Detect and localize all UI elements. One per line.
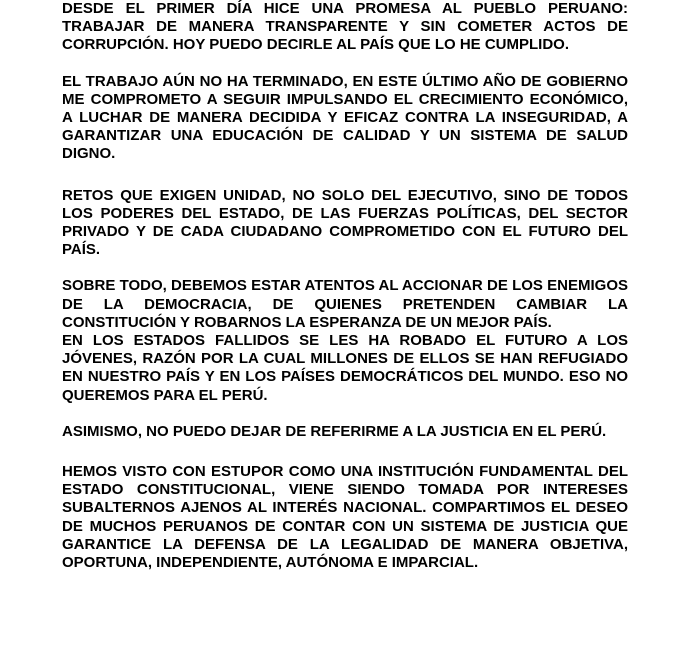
paragraph-failed-states: EN LOS ESTADOS FALLIDOS SE LES HA ROBADO EL FUTURO A LOS JÓVENES, RAZÓN POR LA CUAL MILLONES DE ELLOS SE HAN REFUGIADO EN NUESTRO PAÍS Y EN LOS PAÍSES DEMOCRÁTICOS DEL MUNDO. ESO NO QUEREMOS PARA EL PERÚ. (62, 332, 628, 404)
paragraph-spacer (62, 405, 628, 423)
paragraph-spacer (62, 441, 628, 463)
paragraph-spacer (62, 164, 628, 187)
paragraph-commitment: EL TRABAJO AÚN NO HA TERMINADO, EN ESTE ÚLTIMO AÑO DE GOBIERNO ME COMPROMETO A SEGUIR IMPULSANDO EL CRECIMIENTO ECONÓMICO, A LUCHAR DE MANERA DECIDIDA Y EFICAZ CONTRA LA INSEGURIDAD, A GARANTIZAR UNA EDUCACIÓN DE CALIDAD Y UN SISTEMA DE SALUD DIGNO. (62, 72, 628, 163)
paragraph-democracy-enemies: SOBRE TODO, DEBEMOS ESTAR ATENTOS AL ACCIONAR DE LOS ENEMIGOS DE LA DEMOCRACIA, DE QUIENES PRETENDEN CAMBIAR LA CONSTITUCIÓN Y ROBARNOS LA ESPERANZA DE UN MEJOR PAÍS. (62, 277, 628, 331)
document-page (62, 0, 628, 572)
paragraph-justice-system: HEMOS VISTO CON ESTUPOR COMO UNA INSTITUCIÓN FUNDAMENTAL DEL ESTADO CONSTITUCIONAL, VIENE SIENDO TOMADA POR INTERESES SUBALTERNOS AJENOS AL INTERÉS NACIONAL. COMPARTIMOS EL DESEO DE MUCHOS PERUANOS DE CONTAR CON UN SISTEMA DE JUSTICIA QUE GARANTICE LA DEFENSA DE LA LEGALIDAD DE MANERA OBJETIVA, OPORTUNA, INDEPENDIENTE, AUTÓNOMA E IMPARCIAL. (62, 463, 628, 572)
paragraph-justice-intro: ASIMISMO, NO PUEDO DEJAR DE REFERIRME A LA JUSTICIA EN EL PERÚ. (62, 422, 607, 440)
paragraph-spacer (62, 259, 628, 277)
paragraph-spacer (62, 55, 628, 73)
paragraph-promise: DESDE EL PRIMER DÍA HICE UNA PROMESA AL PUEBLO PERUANO: TRABAJAR DE MANERA TRANSPARENTE Y SIN COMETER ACTOS DE CORRUPCIÓN. HOY PUEDO DECIRLE AL PAÍS QUE LO HE CUMPLIDO. (62, 0, 628, 54)
paragraph-unity: RETOS QUE EXIGEN UNIDAD, NO SOLO DEL EJECUTIVO, SINO DE TODOS LOS PODERES DEL ESTADO, DE LAS FUERZAS POLÍTICAS, DEL SECTOR PRIVADO Y DE CADA CIUDADANO COMPROMETIDO CON EL FUTURO DEL PAÍS. (62, 186, 628, 259)
